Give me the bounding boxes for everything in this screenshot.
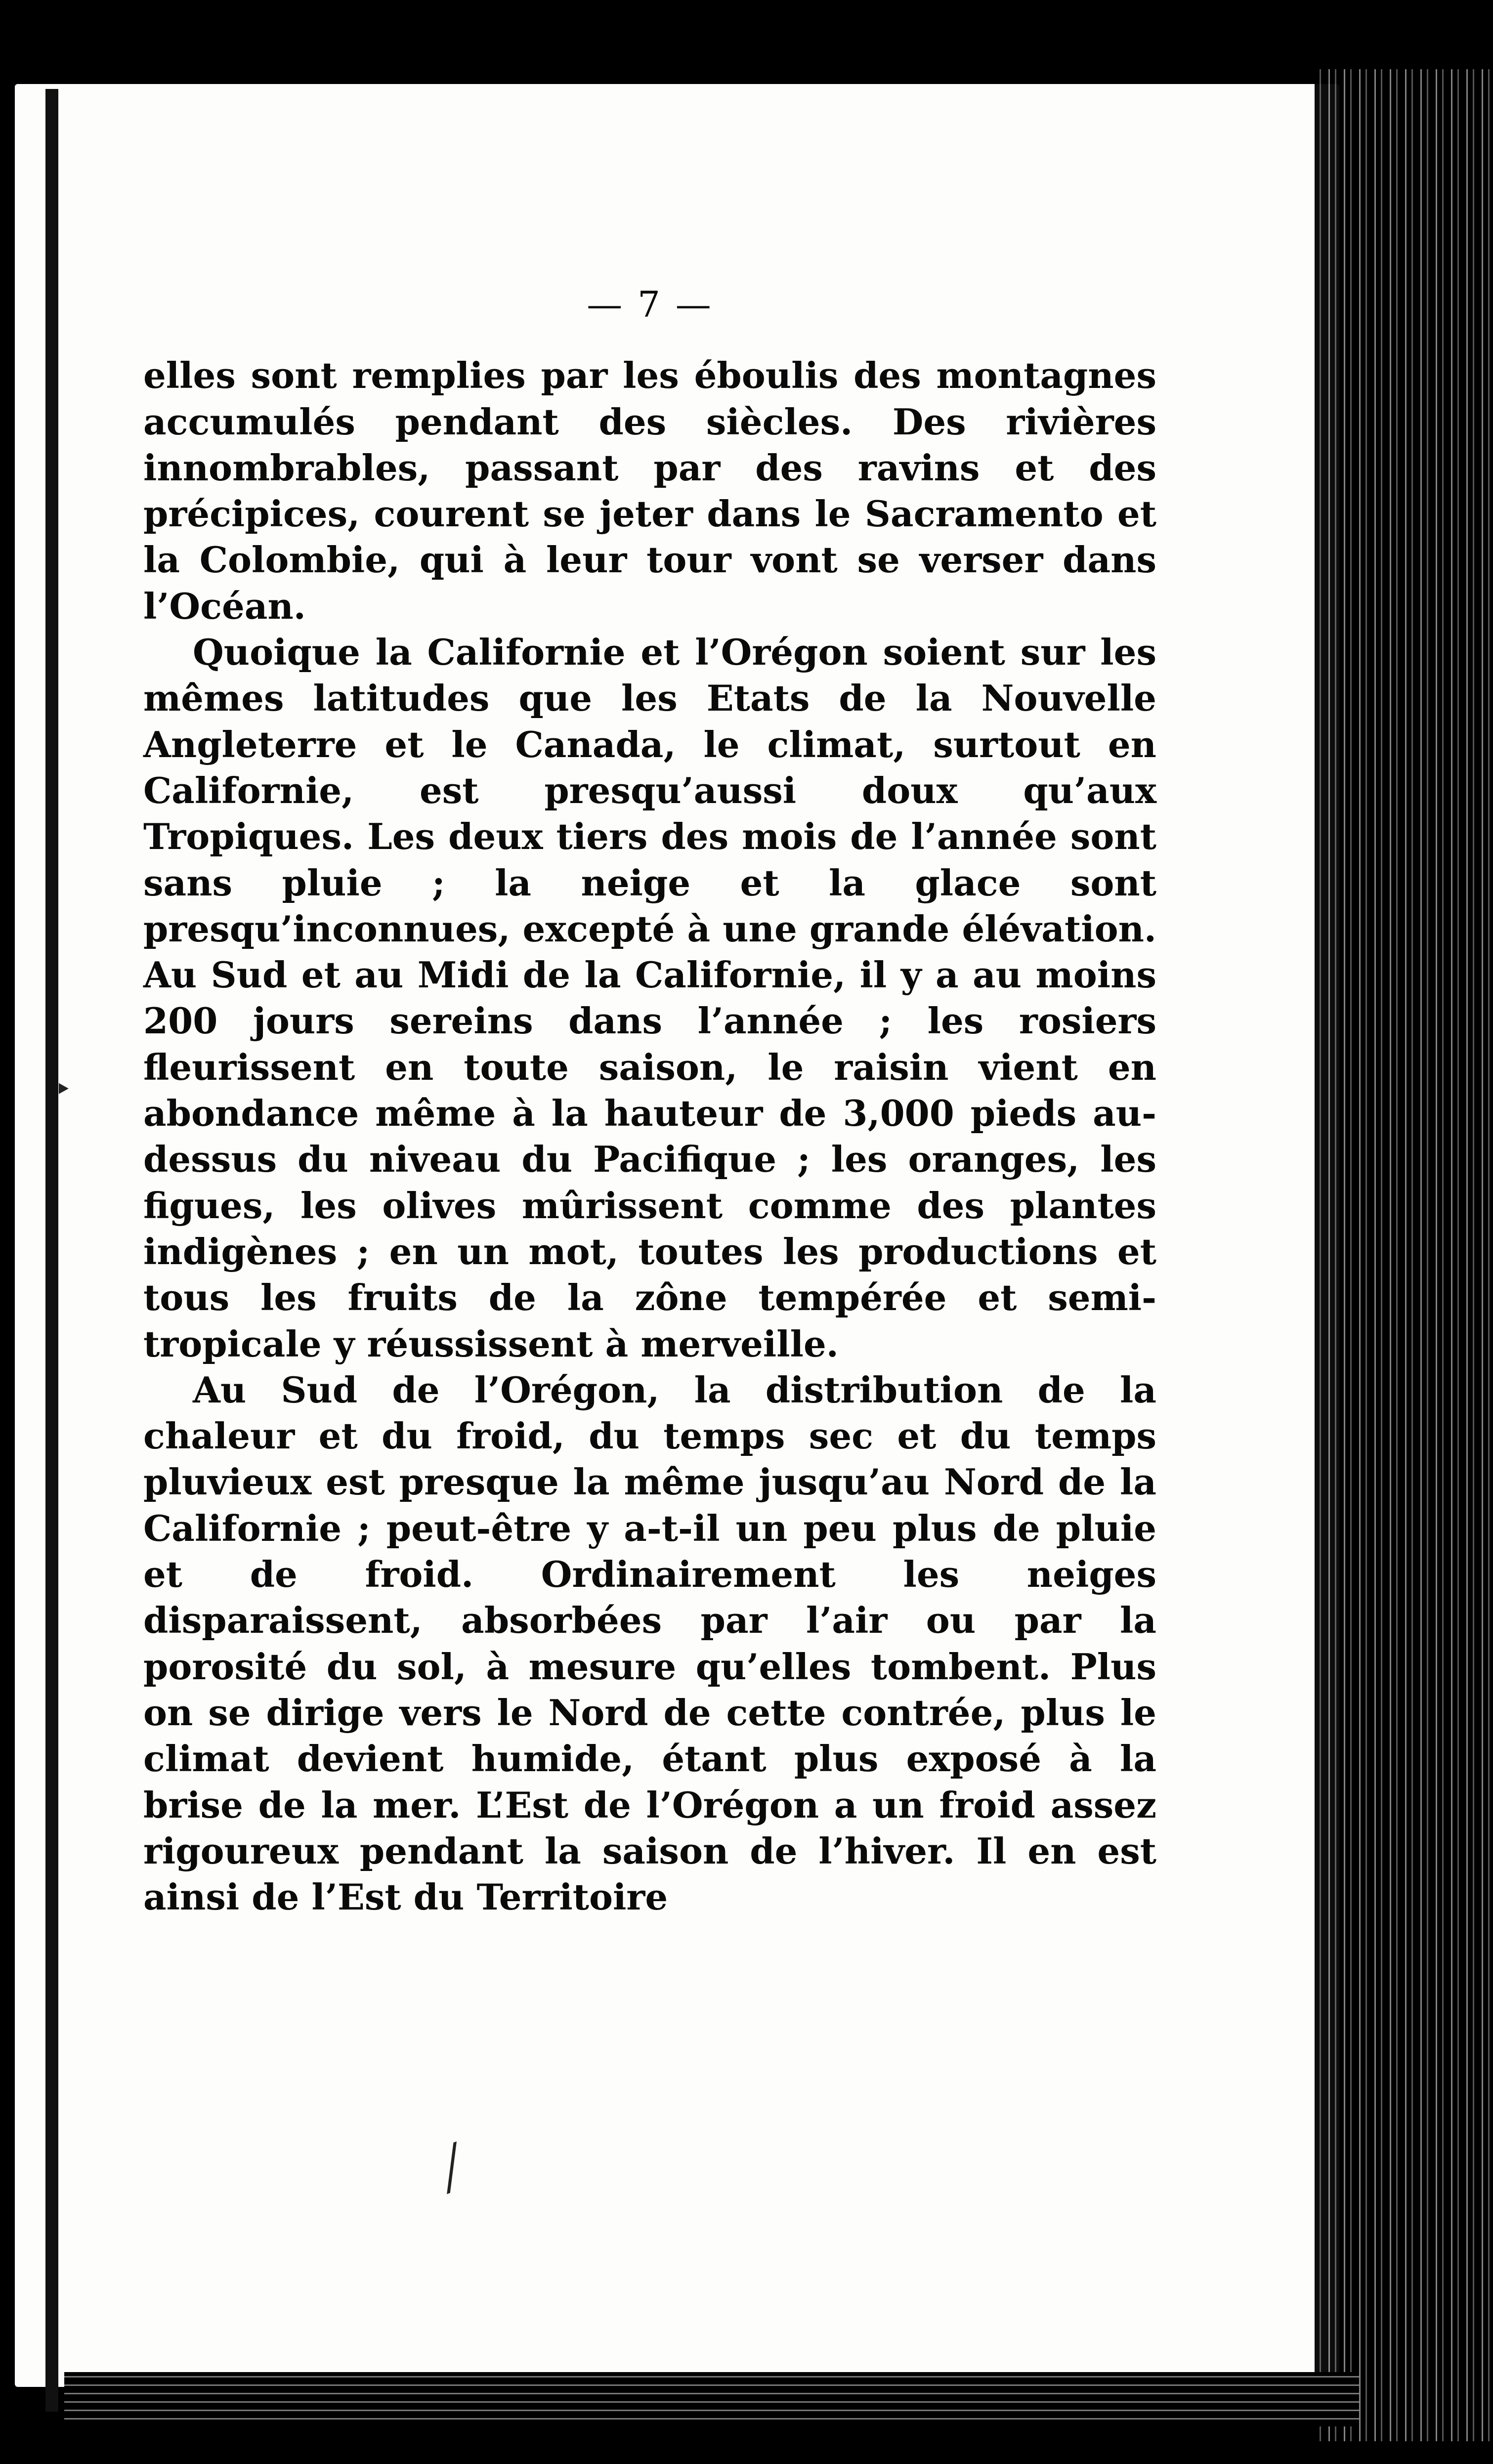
paragraph-2: Quoique la Californie et l’Orégon soient sur les mêmes latitudes que les Etats de la Nouvelle Angleterre et le Canada, le climat, surtout en Californie, est presqu’aussi doux qu’aux Tropiques. Les deux tiers des mois de l’année sont sans pluie ; la neige et la glace sont presqu’inconnues, excepté à une grande élévation. Au Sud et au Midi de la Californie, il y a au moins 200 jours sereins dans l’année ; les rosiers fleurissent en toute saison, le raisin vient en abondance même à la hauteur de 3,000 pieds au-dessus du niveau du Pacifique ; les oranges, les figues, les olives mûrissent comme des plantes indigènes ; en un mot, toutes les productions et tous les fruits de la zône tempérée et semi-tropicale y réussissent à merveille. <box>143 631 1156 1365</box>
page-bottom-edge <box>64 2372 1359 2426</box>
margin-mark: ‣ <box>54 1072 72 1107</box>
paragraph-3: Au Sud de l’Orégon, la distribution de la chaleur et du froid, du temps sec et du temps pluvieux est presque la même jusqu’au Nord de la Californie ; peut-être y a-t-il un peu plus de pluie et de froid. Ordinairement les neiges disparaissent, absorbées par l’air ou par la porosité du sol, à mesure qu’elles tombent. Plus on se dirige vers le Nord de cette contrée, plus le climat devient humide, étant plus exposé à la brise de la mer. L’Est de l’Orégon a un froid assez rigoureux pendant la saison de l’hiver. Il en est ainsi de l’Est du Territoire <box>143 1368 1156 1918</box>
pencil-stroke: ╱ <box>432 2142 471 2194</box>
page-text <box>143 282 1156 1920</box>
page-edge-shadow <box>1315 69 1493 2441</box>
page-number: — 7 — <box>587 284 713 325</box>
binding-edge <box>45 89 58 2412</box>
paragraph-1: elles sont remplies par les éboulis des montagnes accumulés pendant des siècles. Des rivières innombrables, passant par des ravins et des précipices, courent se jeter dans le Sacramento et la Colombie, qui à leur tour vont se verser dans l’Océan. <box>143 354 1156 627</box>
